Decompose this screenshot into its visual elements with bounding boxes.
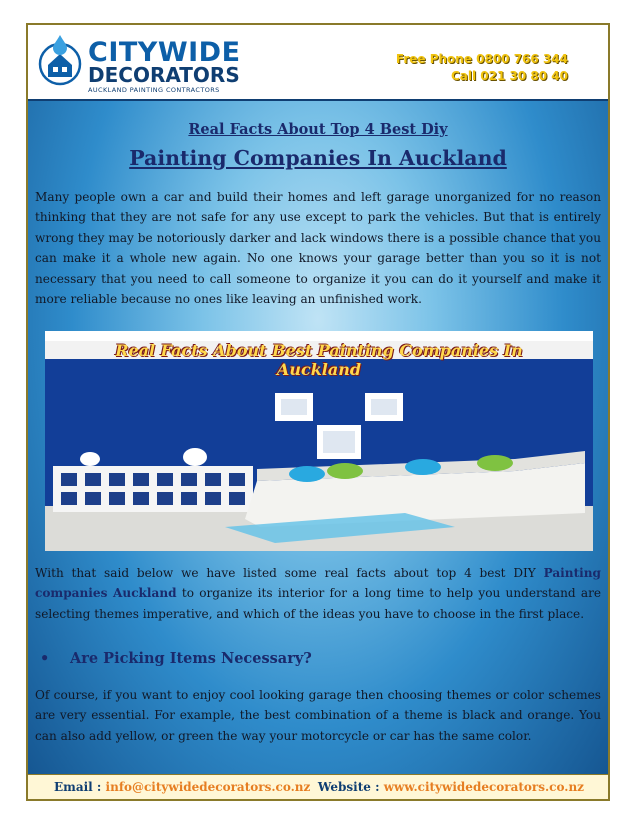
contact-footer [28,774,608,799]
email-label: Email : [54,780,106,794]
section-heading [40,650,312,667]
facts-intro-text: With that said below we have listed some real facts about top 4 best DIY [35,566,544,580]
facts-intro-paragraph [35,563,601,624]
document-page [26,23,610,801]
painting-companies-link[interactable]: Painting companies Auckland [35,566,601,601]
facts-intro-text-end: to organize its interior for a long time to help you understand are selecting themes imperative, and which of the ideas you have to choose in the first place. [35,586,602,621]
call-phone-number[interactable]: Call 021 30 80 40 [451,69,568,83]
bullet-icon: • [40,650,50,667]
themes-paragraph: Of course, if you want to enjoy cool looking garage then choosing themes or color schemes are very essential. For example, the best combination of a theme is black and orange. You can also add yellow, or green the way your motorcycle or car has the same color. [35,688,601,743]
free-phone-number[interactable]: Free Phone 0800 766 344 [395,52,568,66]
logo-wordmark-top: CITYWIDE [88,37,241,68]
article-title-line-1: Real Facts About Top 4 Best Diy [188,121,448,138]
photo-banner-text: Real Facts About Best Painting Companies In Auckland [115,341,523,379]
article-title-line-2: Painting Companies In Auckland [129,146,507,170]
logo-tagline: AUCKLAND PAINTING CONTRACTORS [88,86,220,94]
logo-wordmark-bottom: DECORATORS [88,63,240,87]
footer-email [54,780,310,794]
website-link[interactable]: www.citywidedecorators.co.nz [383,780,584,794]
living-room-photo [45,331,593,551]
footer-website [318,780,584,794]
intro-paragraph: Many people own a car and build their homes and left garage unorganized for no reason thinking that they are not safe for any use except to park the vehicles. But that is entirely wrong they may be notoriously darker and lack windows there is a possible chance that you can make it a whole new again. No one knows your garage better than you so it is not necessary that you need to call someone to organize it you can do it yourself and make it more reliable because no ones like leaving an unfinished work. [35,190,601,307]
website-label: Website : [317,780,384,794]
section-heading-text: Are Picking Items Necessary? [70,650,312,667]
email-link[interactable]: info@citywidedecorators.co.nz [105,780,311,794]
house-drop-logo-icon [38,33,82,91]
letterhead [28,25,608,101]
